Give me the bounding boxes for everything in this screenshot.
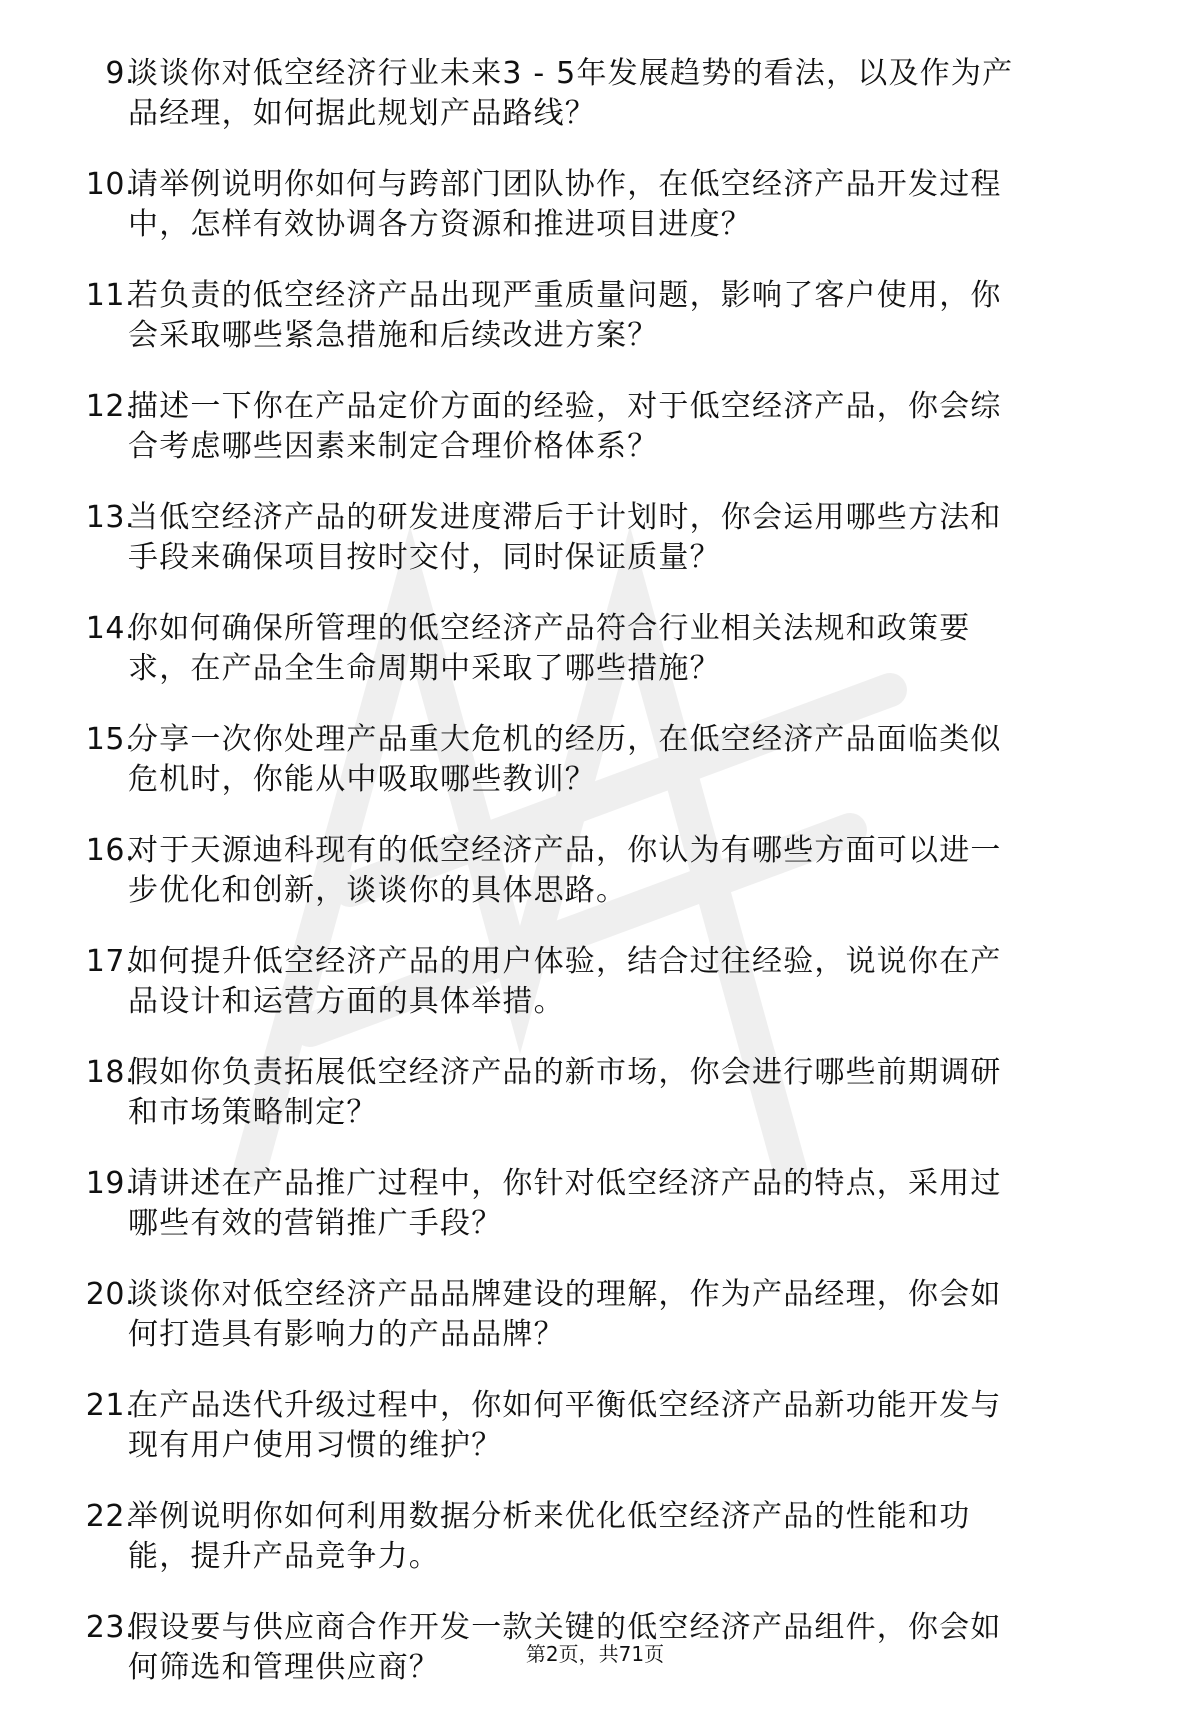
question-text-line: 合考虑哪些因素来制定合理价格体系？ bbox=[128, 429, 659, 464]
question-text-line: 求，在产品全生命周期中采取了哪些措施？ bbox=[128, 651, 721, 686]
question-text-line: 何打造具有影响力的产品品牌？ bbox=[128, 1317, 565, 1352]
question-text-line: 和市场策略制定？ bbox=[128, 1095, 378, 1130]
question-item bbox=[0, 942, 1190, 1042]
question-text-line: 请讲述在产品推广过程中，你针对低空经济产品的特点，采用过 bbox=[128, 1166, 1002, 1201]
question-number: 21. bbox=[85, 1388, 135, 1423]
question-text-line: 你如何确保所管理的低空经济产品符合行业相关法规和政策要 bbox=[128, 611, 971, 646]
question-text-line: 请举例说明你如何与跨部门团队协作，在低空经济产品开发过程 bbox=[128, 167, 1002, 202]
question-text-line: 谈谈你对低空经济行业未来3 - 5年发展趋势的看法，以及作为产 bbox=[128, 56, 1014, 91]
question-text bbox=[128, 609, 1113, 689]
question-text-line: 在产品迭代升级过程中，你如何平衡低空经济产品新功能开发与 bbox=[128, 1388, 1002, 1423]
question-text bbox=[128, 942, 1113, 1022]
question-number: 16. bbox=[85, 833, 135, 868]
question-number: 15. bbox=[85, 722, 135, 757]
question-text-line: 若负责的低空经济产品出现严重质量问题，影响了客户使用，你 bbox=[128, 278, 1002, 313]
question-item bbox=[0, 831, 1190, 931]
question-text-line: 何筛选和管理供应商？ bbox=[128, 1650, 440, 1685]
question-number: 17. bbox=[85, 944, 135, 979]
question-item bbox=[0, 609, 1190, 709]
question-item bbox=[0, 165, 1190, 265]
question-item bbox=[0, 1386, 1190, 1486]
question-text bbox=[128, 1497, 1113, 1577]
question-item bbox=[0, 1275, 1190, 1375]
question-text-line: 描述一下你在产品定价方面的经验，对于低空经济产品，你会综 bbox=[128, 389, 1002, 424]
question-text-line: 如何提升低空经济产品的用户体验，结合过往经验，说说你在产 bbox=[128, 944, 1002, 979]
question-number: 13. bbox=[85, 500, 135, 535]
question-text-line: 现有用户使用习惯的维护？ bbox=[128, 1428, 503, 1463]
question-text bbox=[128, 1386, 1113, 1466]
page-number: 第2页，共71页 bbox=[525, 1642, 665, 1666]
question-text-line: 中，怎样有效协调各方资源和推进项目进度？ bbox=[128, 207, 752, 242]
question-text bbox=[128, 1164, 1113, 1244]
question-item bbox=[0, 498, 1190, 598]
question-number: 12. bbox=[85, 389, 135, 424]
question-text-line: 危机时，你能从中吸取哪些教训？ bbox=[128, 762, 596, 797]
question-text-line: 对于天源迪科现有的低空经济产品，你认为有哪些方面可以进一 bbox=[128, 833, 1002, 868]
question-text-line: 会采取哪些紧急措施和后续改进方案？ bbox=[128, 318, 659, 353]
question-number: 11. bbox=[85, 278, 135, 313]
question-number: 22. bbox=[85, 1499, 135, 1534]
question-text bbox=[128, 498, 1113, 578]
question-text-line: 品经理，如何据此规划产品路线？ bbox=[128, 96, 596, 131]
question-text bbox=[128, 1053, 1113, 1133]
question-text bbox=[128, 165, 1113, 245]
question-text bbox=[128, 276, 1113, 356]
question-item bbox=[0, 1164, 1190, 1264]
question-text bbox=[128, 720, 1113, 800]
question-number: 10. bbox=[85, 167, 135, 202]
question-item bbox=[0, 1053, 1190, 1153]
question-text bbox=[128, 387, 1113, 467]
question-list bbox=[0, 54, 1190, 1719]
question-item bbox=[0, 276, 1190, 376]
question-number: 20. bbox=[85, 1277, 135, 1312]
question-text-line: 能，提升产品竞争力。 bbox=[128, 1539, 440, 1574]
question-text-line: 假如你负责拓展低空经济产品的新市场，你会进行哪些前期调研 bbox=[128, 1055, 1002, 1090]
question-item bbox=[0, 720, 1190, 820]
question-number: 14. bbox=[85, 611, 135, 646]
question-number: 9. bbox=[105, 56, 135, 91]
question-text-line: 当低空经济产品的研发进度滞后于计划时，你会运用哪些方法和 bbox=[128, 500, 1002, 535]
question-number: 19. bbox=[85, 1166, 135, 1201]
question-item bbox=[0, 1497, 1190, 1597]
question-text-line: 哪些有效的营销推广手段？ bbox=[128, 1206, 503, 1241]
question-text bbox=[128, 1275, 1113, 1355]
question-text-line: 分享一次你处理产品重大危机的经历，在低空经济产品面临类似 bbox=[128, 722, 1002, 757]
question-number: 23. bbox=[85, 1610, 135, 1645]
question-text-line: 品设计和运营方面的具体举措。 bbox=[128, 984, 565, 1019]
question-text-line: 谈谈你对低空经济产品品牌建设的理解，作为产品经理，你会如 bbox=[128, 1277, 1002, 1312]
question-number: 18. bbox=[85, 1055, 135, 1090]
question-text bbox=[128, 831, 1113, 911]
question-text-line: 假设要与供应商合作开发一款关键的低空经济产品组件，你会如 bbox=[128, 1610, 1002, 1645]
question-item bbox=[0, 54, 1190, 154]
question-text bbox=[128, 54, 1113, 134]
question-text-line: 手段来确保项目按时交付，同时保证质量？ bbox=[128, 540, 721, 575]
question-text-line: 举例说明你如何利用数据分析来优化低空经济产品的性能和功 bbox=[128, 1499, 971, 1534]
question-text-line: 步优化和创新，谈谈你的具体思路。 bbox=[128, 873, 628, 908]
question-item bbox=[0, 387, 1190, 487]
